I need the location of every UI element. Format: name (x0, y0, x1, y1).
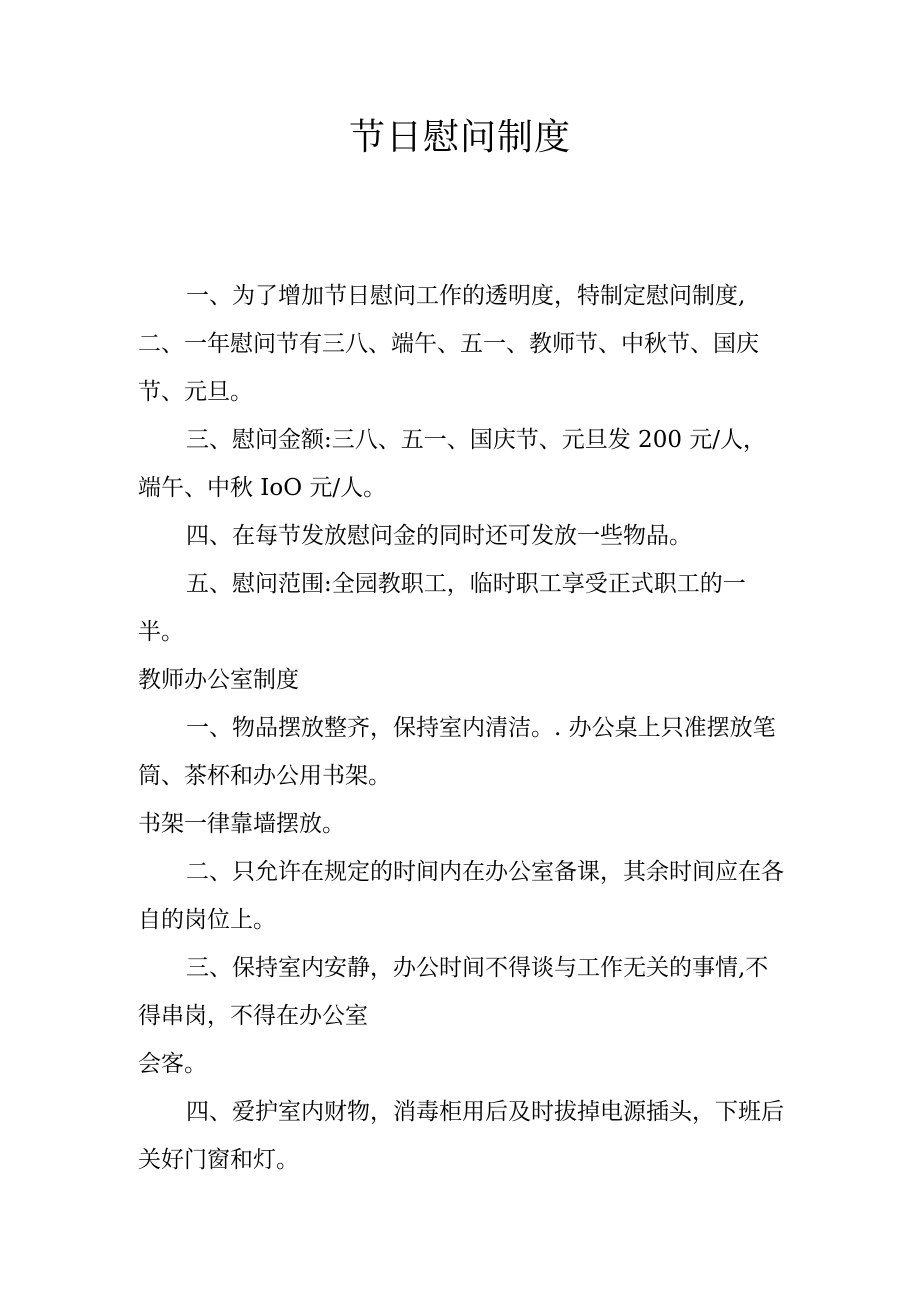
paragraph-9: 二、只允许在规定的时间内在办公室备课，其余时间应在各自的岗位上。 (138, 859, 784, 933)
paragraph-5: 五、慰问范围:全园教职工，临时职工享受正式职工的一半。 (138, 571, 746, 645)
document-body (138, 272, 784, 1184)
paragraph-12: 四、爱护室内财物，消毒柜用后及时拔掉电源插头，下班后关好门窗和灯。 (138, 1099, 784, 1173)
paragraph-3: 三、慰问金额:三八、五一、国庆节、元旦发 200 元/人，端午、中秋 IoO 元/人。 (138, 427, 767, 501)
paragraph-1: 一、为了增加节日慰问工作的透明度，特制定慰问制度, (186, 283, 746, 309)
paragraph-8: 书架一律靠墙摆放。 (138, 811, 345, 837)
paragraph-10: 三、保持室内安静，办公时间不得谈与工作无关的事情,不得串岗，不得在办公室 (138, 955, 769, 1029)
paragraph-11: 会客。 (138, 1051, 207, 1077)
paragraph-4: 四、在每节发放慰问金的同时还可发放一些物品。 (186, 523, 692, 549)
paragraph-2: 二、一年慰问节有三八、端午、五一、教师节、中秋节、国庆节、元旦。 (138, 331, 759, 405)
section-heading: 教师办公室制度 (138, 667, 299, 693)
page-title: 节日慰问制度 (348, 117, 571, 158)
paragraph-7: 一、物品摆放整齐，保持室内清洁。. 办公桌上只准摆放笔筒、茶杯和办公用书架。 (138, 715, 776, 789)
